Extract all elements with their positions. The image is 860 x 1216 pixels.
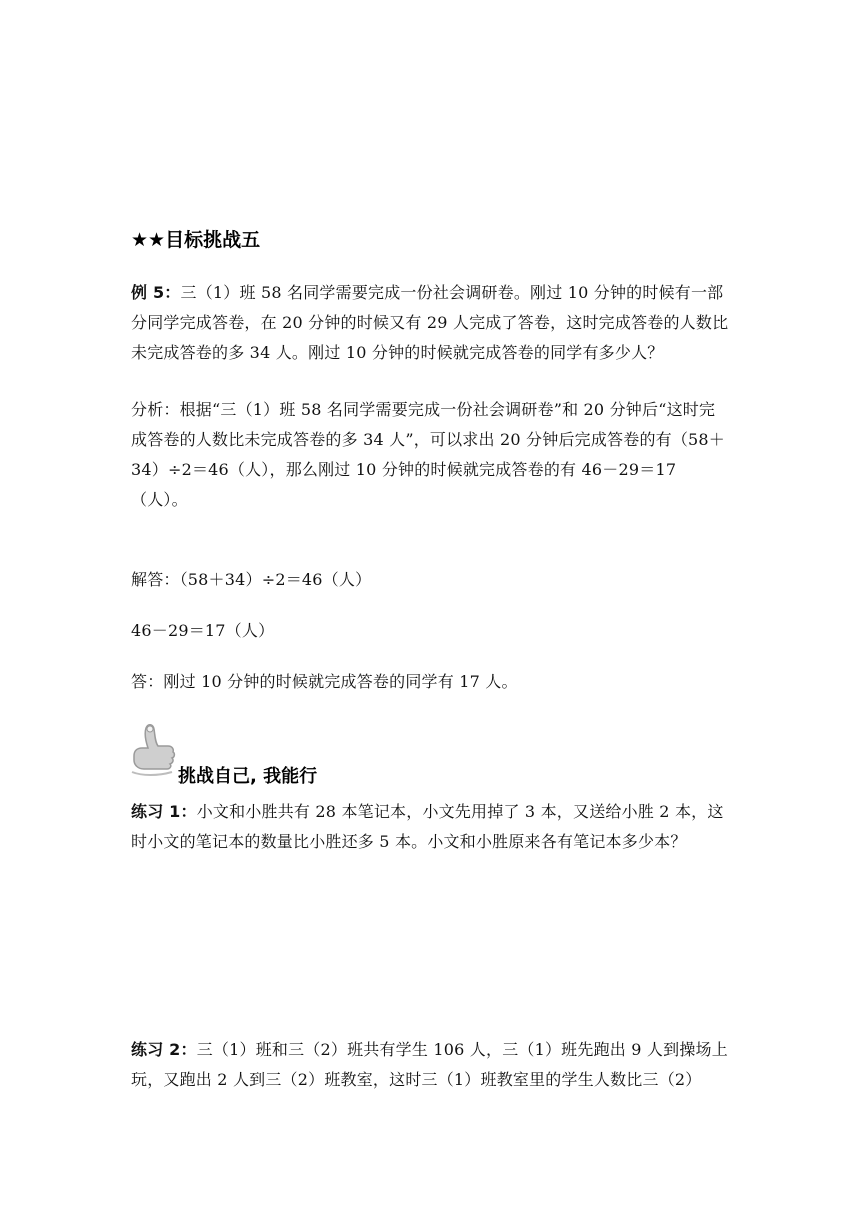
practice-1-label: 练习 1： — [131, 802, 197, 821]
practice-2-text: 三（1）班和三（2）班共有学生 106 人，三（1）班先跑出 9 人到操场上玩，又跑出 2 人到三（2）班教室，这时三（1）班教室里的学生人数比三（2） — [131, 1040, 728, 1089]
practice-2-label: 练习 2： — [131, 1040, 197, 1059]
solution-line-2: 46－29＝17（人） — [131, 621, 275, 640]
challenge-title: 挑战自己, 我能行 — [178, 766, 318, 787]
example-text: 三（1）班 58 名同学需要完成一份社会调研卷。刚过 10 分钟的时候有一部分同学完成答卷，在 20 分钟的时候又有 29 人完成了答卷，这时完成答卷的人数比未完成答卷的多 34 人。刚过 10 分钟的时候就完成答卷的同学有多少人？ — [131, 283, 729, 362]
section-title: ★★目标挑战五 — [131, 229, 261, 251]
practice-2-paragraph — [131, 1035, 731, 1095]
practice-1-paragraph — [131, 797, 731, 857]
solution-line-1: 解答：（58＋34）÷2＝46（人） — [131, 570, 372, 589]
example-label: 例 5： — [131, 283, 181, 302]
practice-1-text: 小文和小胜共有 28 本笔记本，小文先用掉了 3 本，又送给小胜 2 本，这时小文的笔记本的数量比小胜还多 5 本。小文和小胜原来各有笔记本多少本？ — [131, 802, 724, 851]
analysis-paragraph: 分析：根据“三（1）班 58 名同学需要完成一份社会调研卷”和 20 分钟后“这时完成答卷的人数比未完成答卷的多 34 人”，可以求出 20 分钟后完成答卷的有（58＋34）÷2＝46（人），那么刚过 10 分钟的时候就完成答卷的有 46－29＝17（人）。 — [131, 400, 726, 509]
answer-line: 答：刚过 10 分钟的时候就完成答卷的同学有 17 人。 — [131, 672, 518, 691]
thumbs-up-icon — [128, 720, 180, 780]
example-paragraph — [131, 278, 731, 368]
